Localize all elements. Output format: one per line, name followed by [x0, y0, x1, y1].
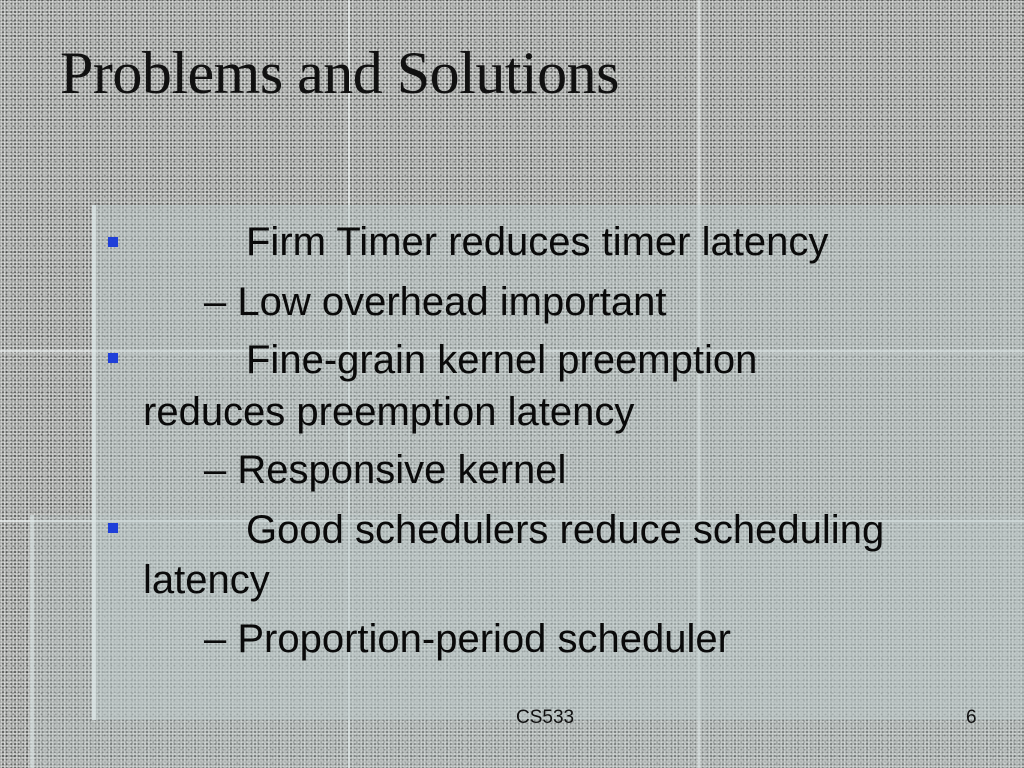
bullet-2-subpoint: – Responsive kernel: [204, 448, 567, 492]
bullet-marker-icon: [108, 523, 118, 533]
bullet-1-text: Firm Timer reduces timer latency: [246, 220, 829, 264]
bullet-3-subpoint: – Proportion-period scheduler: [204, 617, 731, 661]
slide-title: Problems and Solutions: [60, 40, 620, 106]
bullet-2-text-line2: reduces preemption latency: [143, 390, 635, 434]
bullet-marker-icon: [108, 353, 118, 363]
bullet-2-text-line1: Fine-grain kernel preemption: [246, 338, 758, 382]
bullet-3-text-line1: Good schedulers reduce scheduling: [246, 508, 885, 552]
page-number: 6: [966, 707, 977, 728]
footer-course: CS533: [516, 707, 575, 728]
bullet-1-subpoint: – Low overhead important: [204, 280, 667, 324]
bullet-marker-icon: [108, 237, 118, 247]
bullet-3-text-line2: latency: [143, 558, 270, 602]
